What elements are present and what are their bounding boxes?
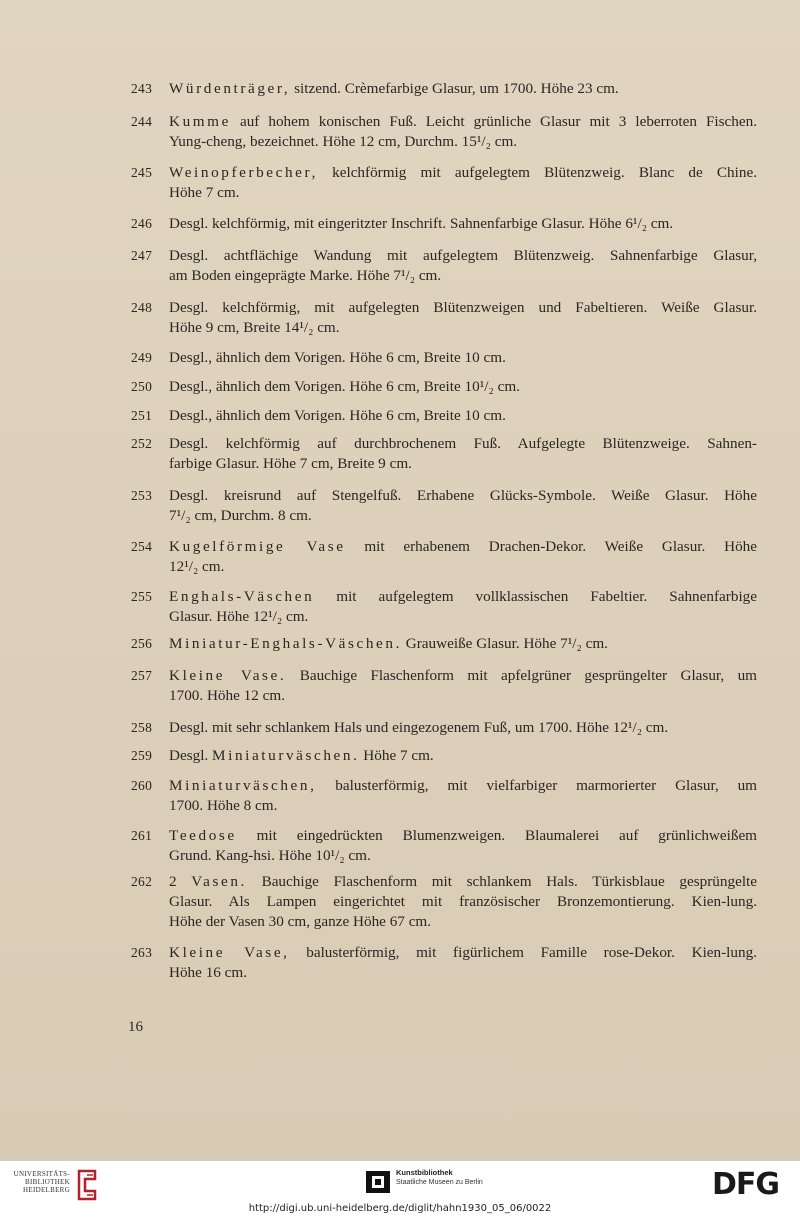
kunstbibliothek-logo-icon [366, 1171, 390, 1193]
entry-number: 257 [131, 668, 153, 683]
entry-description: 2 [169, 873, 192, 890]
entry-title: Kleine Vase. [169, 667, 287, 684]
entry-text-continuation: am Boden eingeprägte Marke. Höhe 7¹/₂ cm. [169, 267, 442, 284]
entry-text-continuation: Höhe 7 cm. [169, 184, 240, 201]
entry-description: Desgl. [169, 747, 213, 764]
entry-number: 243 [131, 81, 153, 96]
entry-text-line [169, 587, 757, 607]
ub-heidelberg-logo-icon [76, 1169, 98, 1201]
source-url-link[interactable]: http://digi.ub.uni-heidelberg.de/diglit/hahn1930_05_06/0022 [248, 1203, 552, 1214]
entry-text-line [169, 718, 757, 738]
entry-text-continuation: Höhe der Vasen 30 cm, ganze Höhe 67 cm. [169, 913, 432, 930]
entry-description: mit aufgelegtem vollklassischen Fabeltier. Sahnenfarbige [314, 588, 757, 605]
entry-description: mit eingedrückten Blumenzweigen. Blaumalerei auf grünlichweißem [236, 827, 757, 844]
entry-description: auf hohem konischen Fuß. Leicht grünliche Glasur mit 3 leberroten Fischen. [230, 113, 757, 130]
entry-description: Desgl. achtflächige Wandung mit aufgelegtem Blütenzweig. Sahnenfarbige Glasur, [169, 247, 757, 264]
entry-text-line [169, 214, 757, 234]
dfg-logo: DFG [712, 1167, 780, 1202]
entry-text-line [169, 434, 757, 454]
entry-number: 262 [131, 874, 153, 889]
entry-text-continuation: Glasur. Höhe 12¹/₂ cm. [169, 608, 309, 625]
entry-number: 259 [131, 748, 153, 763]
entry-description: Bauchige Flaschenform mit apfelgrüner gesprüngelter Glasur, um [286, 667, 757, 684]
entry-text-line [169, 634, 757, 654]
entry-text-continuation: 1700. Höhe 8 cm. [169, 797, 278, 814]
entry-description: Bauchige Flaschenform mit schlankem Hals. Türkisblaue gesprüngelte [246, 873, 757, 890]
entry-text-continuation: Grund. Kang-hsi. Höhe 10¹/₂ cm. [169, 847, 371, 864]
entry-title: Miniaturväschen. [212, 747, 360, 764]
entry-number: 253 [131, 488, 153, 503]
entry-text-continuation: 12¹/₂ cm. [169, 558, 225, 575]
entry-number: 260 [131, 778, 153, 793]
entry-description: balusterförmig, mit vielfarbiger marmorierter Glasur, um [316, 777, 757, 794]
entry-text-line [169, 246, 757, 266]
footer-bar [0, 1160, 800, 1217]
entry-title: Kumme [169, 113, 231, 130]
entry-number: 244 [131, 114, 153, 129]
entry-title: Würdenträger, [169, 80, 291, 97]
entry-number: 261 [131, 828, 153, 843]
entry-description: Desgl., ähnlich dem Vorigen. Höhe 6 cm, Breite 10¹/₂ cm. [169, 378, 520, 395]
entry-title: Weinopferbecher, [169, 164, 318, 181]
entry-number: 246 [131, 216, 153, 231]
entry-text-continuation: Höhe 16 cm. [169, 964, 248, 981]
entry-description: Grauweiße Glasur. Höhe 7¹/₂ cm. [401, 635, 608, 652]
entry-number: 247 [131, 248, 153, 263]
entry-text-line [169, 348, 757, 368]
entry-title: Kleine Vase, [169, 944, 290, 961]
entry-text-line [169, 776, 757, 796]
entry-description: Desgl. kreisrund auf Stengelfuß. Erhabene Glücks-Symbole. Weiße Glasur. Höhe [169, 487, 757, 504]
entry-text-line [169, 943, 757, 963]
entry-number: 251 [131, 408, 153, 423]
entry-description: Höhe 7 cm. [359, 747, 434, 764]
entry-description: Desgl., ähnlich dem Vorigen. Höhe 6 cm, Breite 10 cm. [169, 407, 506, 424]
entry-text-line [169, 298, 757, 318]
entry-title: Miniaturväschen, [169, 777, 317, 794]
entry-number: 252 [131, 436, 153, 451]
entry-text-continuation: Glasur. Als Lampen eingerichtet mit französischer Bronzemontierung. Kien-lung. [169, 893, 757, 910]
entry-number: 255 [131, 589, 153, 604]
entry-title: Kugelförmige Vase [169, 538, 346, 555]
entry-number: 254 [131, 539, 153, 554]
entry-description: Desgl. kelchförmig, mit eingeritzter Inschrift. Sahnenfarbige Glasur. Höhe 6¹/₂ cm. [169, 215, 674, 232]
entry-description: Desgl. mit sehr schlankem Hals und eingezogenem Fuß, um 1700. Höhe 12¹/₂ cm. [169, 719, 669, 736]
entry-description: Desgl., ähnlich dem Vorigen. Höhe 6 cm, Breite 10 cm. [169, 349, 506, 366]
entry-number: 258 [131, 720, 153, 735]
entry-text-line [169, 377, 757, 397]
entry-text-line [169, 406, 757, 426]
entry-number: 256 [131, 636, 153, 651]
entry-title: Enghals-Väschen [169, 588, 315, 605]
entry-description: sitzend. Crèmefarbige Glasur, um 1700. Höhe 23 cm. [290, 80, 619, 97]
entry-text-line [169, 79, 757, 99]
entry-description: balusterförmig, mit figürlichem Famille rose-Dekor. Kien-lung. [289, 944, 757, 961]
entry-text-line [169, 746, 757, 766]
entry-number: 245 [131, 165, 153, 180]
entry-description: kelchförmig mit aufgelegtem Blütenzweig. Blanc de Chine. [317, 164, 757, 181]
entry-title: Teedose [169, 827, 237, 844]
ub-heidelberg-text: UNIVERSITÄTS- BIBLIOTHEK HEIDELBERG [13, 1170, 70, 1194]
entry-text-continuation: 1700. Höhe 12 cm. [169, 687, 285, 704]
entry-text-line [169, 112, 757, 132]
entry-text-continuation: 7¹/₂ cm, Durchm. 8 cm. [169, 507, 312, 524]
entry-description: Desgl. kelchförmig, mit aufgelegten Blütenzweigen und Fabeltieren. Weiße Glasur. [169, 299, 757, 316]
entry-title: Vasen. [191, 873, 247, 890]
entry-description: Desgl. kelchförmig auf durchbrochenem Fuß. Aufgelegte Blütenzweige. Sahnen- [169, 435, 757, 452]
entry-number: 263 [131, 945, 153, 960]
entry-text-line [169, 872, 757, 892]
entry-text-continuation: farbige Glasur. Höhe 7 cm, Breite 9 cm. [169, 455, 412, 472]
entry-number: 249 [131, 350, 153, 365]
entry-description: mit erhabenem Drachen-Dekor. Weiße Glasur. Höhe [345, 538, 757, 555]
entry-number: 248 [131, 300, 153, 315]
entry-text-line [169, 163, 757, 183]
entry-number: 250 [131, 379, 153, 394]
entry-text-line [169, 486, 757, 506]
page-number: 16 [128, 1019, 143, 1035]
entry-title: Miniatur-Enghals-Väschen. [169, 635, 402, 652]
entry-text-continuation: Höhe 9 cm, Breite 14¹/₂ cm. [169, 319, 340, 336]
entry-text-line [169, 537, 757, 557]
entry-text-continuation: Yung-cheng, bezeichnet. Höhe 12 cm, Durchm. 15¹/₂ cm. [169, 133, 518, 150]
entry-text-line [169, 666, 757, 686]
kunstbibliothek-title: Kunstbibliothek [396, 1168, 453, 1177]
kunstbibliothek-subtitle: Staatliche Museen zu Berlin [396, 1179, 483, 1186]
entry-text-line [169, 826, 757, 846]
